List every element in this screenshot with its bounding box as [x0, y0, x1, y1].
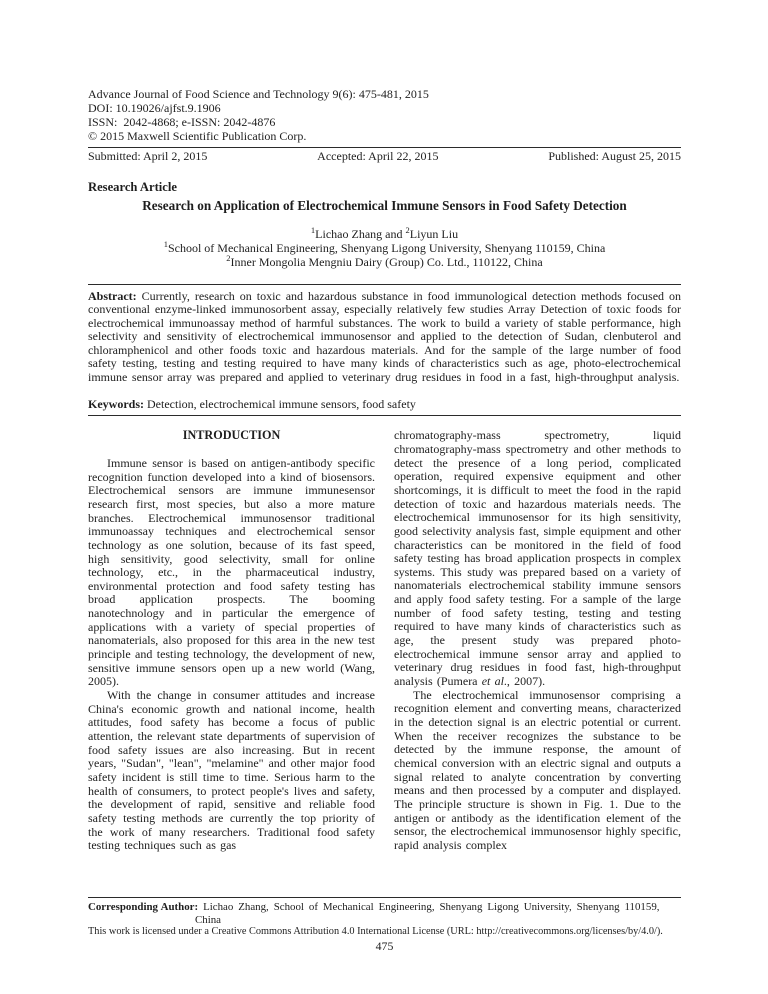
- affiliation-line-1: [88, 238, 681, 256]
- journal-citation-line: Advance Journal of Food Science and Technology 9(6): 475-481, 2015: [88, 87, 429, 101]
- abstract-paragraph: [88, 290, 681, 385]
- corresponding-author-text: Lichao Zhang, School of Mechanical Engineering, Shenyang Ligong University, Shenyang 110159,: [203, 901, 660, 913]
- body-text: chromatography-mass spectrometry, liquid chromatography-mass spectrometry and other methods to detect the presence of a long period, complicated operation, required expensive equipment and other shortcomings, it is difficult to meet the food in the rapid detection of toxic and hazardous materials needs. The electrochemical immunosensor for its high sensitivity, good selectivity analysis fast, simple equipment and other characteristics can be monitored in the field of food safety testing has broad application prospects in complex systems. This study was prepared based on a variety of nanomaterials electrochemical stability immune sensors and apply food safety testing. For a sample of the large number of food safety testing, testing and testing required to have many kinds of characteristics such as age, the present study was prepared photo-electrochemical immune sensor array and applied to veterinary drug residues in food fast, high-throughput analysis (Pumera: [394, 429, 681, 689]
- submitted-date: Submitted: April 2, 2015: [88, 149, 208, 164]
- right-column: [394, 429, 681, 871]
- keywords-text: Detection, electrochemical immune sensors, food safety: [147, 396, 416, 411]
- authors-line: [88, 225, 681, 242]
- article-type-label: Research Article: [88, 180, 177, 195]
- left-column: [88, 429, 375, 871]
- affiliation-text: Inner Mongolia Mengniu Dairy (Group) Co. Ltd., 110122, China: [230, 254, 543, 269]
- copyright-line: © 2015 Maxwell Scientific Publication Corp.: [88, 128, 307, 143]
- keywords-bottom-divider: [88, 415, 681, 416]
- page-content: [88, 88, 681, 871]
- footer-divider: [88, 897, 681, 898]
- abstract-text: Currently, research on toxic and hazardous substance in food immunological detection methods focused on conventional enzyme-linked immunosorbent assay, especially relatively few studies Array Detection of toxic foods for electrochemical immunoassay method of harmful substances. The work to build a variety of stable performance, high selectivity and sensitivity of electrochemical immunosensor and applied to the detection of Sudan, clenbuterol and chloramphenicol and other foods toxic and hazardous materials. And for the sample of the large number of food safety testing, testing and testing required to have many kinds of characteristics such as age, photo-electrochemical immune sensor array was prepared and applied to veterinary drug residues in food in a fast, high-throughput analysis.: [88, 288, 682, 385]
- keywords-line: [88, 398, 681, 412]
- page-number: 475: [375, 938, 394, 953]
- abstract-top-divider: [88, 284, 681, 285]
- body-text: ., 2007).: [503, 674, 546, 689]
- body-paragraph: [394, 429, 681, 688]
- affiliation-text: School of Mechanical Engineering, Shenyang Ligong University, Shenyang 110159, China: [167, 240, 606, 255]
- body-paragraph: The electrochemical immunosensor comprising a recognition element and converting means, characterized in the detection signal is an electric potential or current. When the receiver recognizes the substance to be detected by the immune response, the amount of chemical conversion with an electric signal and outputs a signal related to analyte concentration by converting means and then processed by a computer and displayed. The principle structure is shown in Fig. 1. Due to the antigen or antibody as the identification element of the sensor, the electrochemical immunosensor highly specific, rapid analysis complex: [394, 687, 681, 852]
- accepted-date: Accepted: April 22, 2015: [317, 149, 439, 164]
- author-affiliation-marker: 1: [310, 225, 316, 236]
- doi-line: DOI: 10.19026/ajfst.9.1906: [88, 100, 221, 115]
- body-paragraph: Immune sensor is based on antigen-antibody specific recognition function developed into a kind of biosensors. Electrochemical sensors are immune immunesensor research first, most species, but also a more mature branches. Electrochemical immunosensor traditional immunoassay techniques and electrochemical sensor technology as one solution, because of its fast speed, high sensitivity, good selectivity, small for online technology, etc., in the pharmaceutical industry, environmental protection and food safety testing has broad application prospects. The booming nanotechnology and in particular the emergence of applications with a variety of special properties of nanomaterials, also proposed for this area in the new test principle and testing technology, the development of new, sensitive immune sensors open up a new world (Wang, 2005).: [88, 455, 375, 689]
- masthead: [88, 88, 681, 144]
- corresponding-author-line: [88, 901, 681, 914]
- section-heading-introduction: INTRODUCTION: [182, 429, 281, 443]
- page-title: Research on Application of Electrochemical Immune Sensors in Food Safety Detection: [142, 198, 627, 214]
- license-line: This work is licensed under a Creative Commons Attribution 4.0 International License (URL: http://creativecommons.org/licenses/by/4.0/).: [88, 926, 663, 938]
- author-affiliation-marker: 2: [405, 225, 410, 236]
- corresponding-author-label: Corresponding Author:: [88, 901, 199, 913]
- published-date: Published: August 25, 2015: [548, 149, 681, 164]
- affiliation-marker: 1: [163, 238, 168, 249]
- author-name: Liyun Liu: [409, 227, 459, 242]
- affiliation-line-2: [88, 252, 681, 270]
- dates-row: [88, 148, 681, 164]
- body-columns: [88, 429, 681, 871]
- abstract-label: Abstract:: [88, 288, 137, 303]
- page-footer: [88, 897, 681, 954]
- issn-line: ISSN: 2042-4868; e-ISSN: 2042-4876: [88, 114, 276, 129]
- affiliation-marker: 2: [226, 252, 231, 263]
- author-name: Lichao Zhang and: [315, 227, 406, 242]
- keywords-label: Keywords:: [88, 396, 144, 411]
- corresponding-author-continuation: China: [195, 913, 222, 926]
- body-paragraph: With the change in consumer attitudes and increase China's economic growth and national income, health attitudes, food safety has become a focus of public attention, the relevant state departments of supervision of food safety issues are also increasing. But in recent years, "Sudan", "lean", "melamine" and other major food safety incident is still time to time. Serious harm to the health of consumers, to protect people's lives and safety, the development of rapid, sensitive and reliable food safety testing methods are currently the top priority of the work of many researchers. Traditional food safety testing techniques such as gas: [88, 688, 375, 853]
- et-al-citation: et al: [481, 674, 504, 689]
